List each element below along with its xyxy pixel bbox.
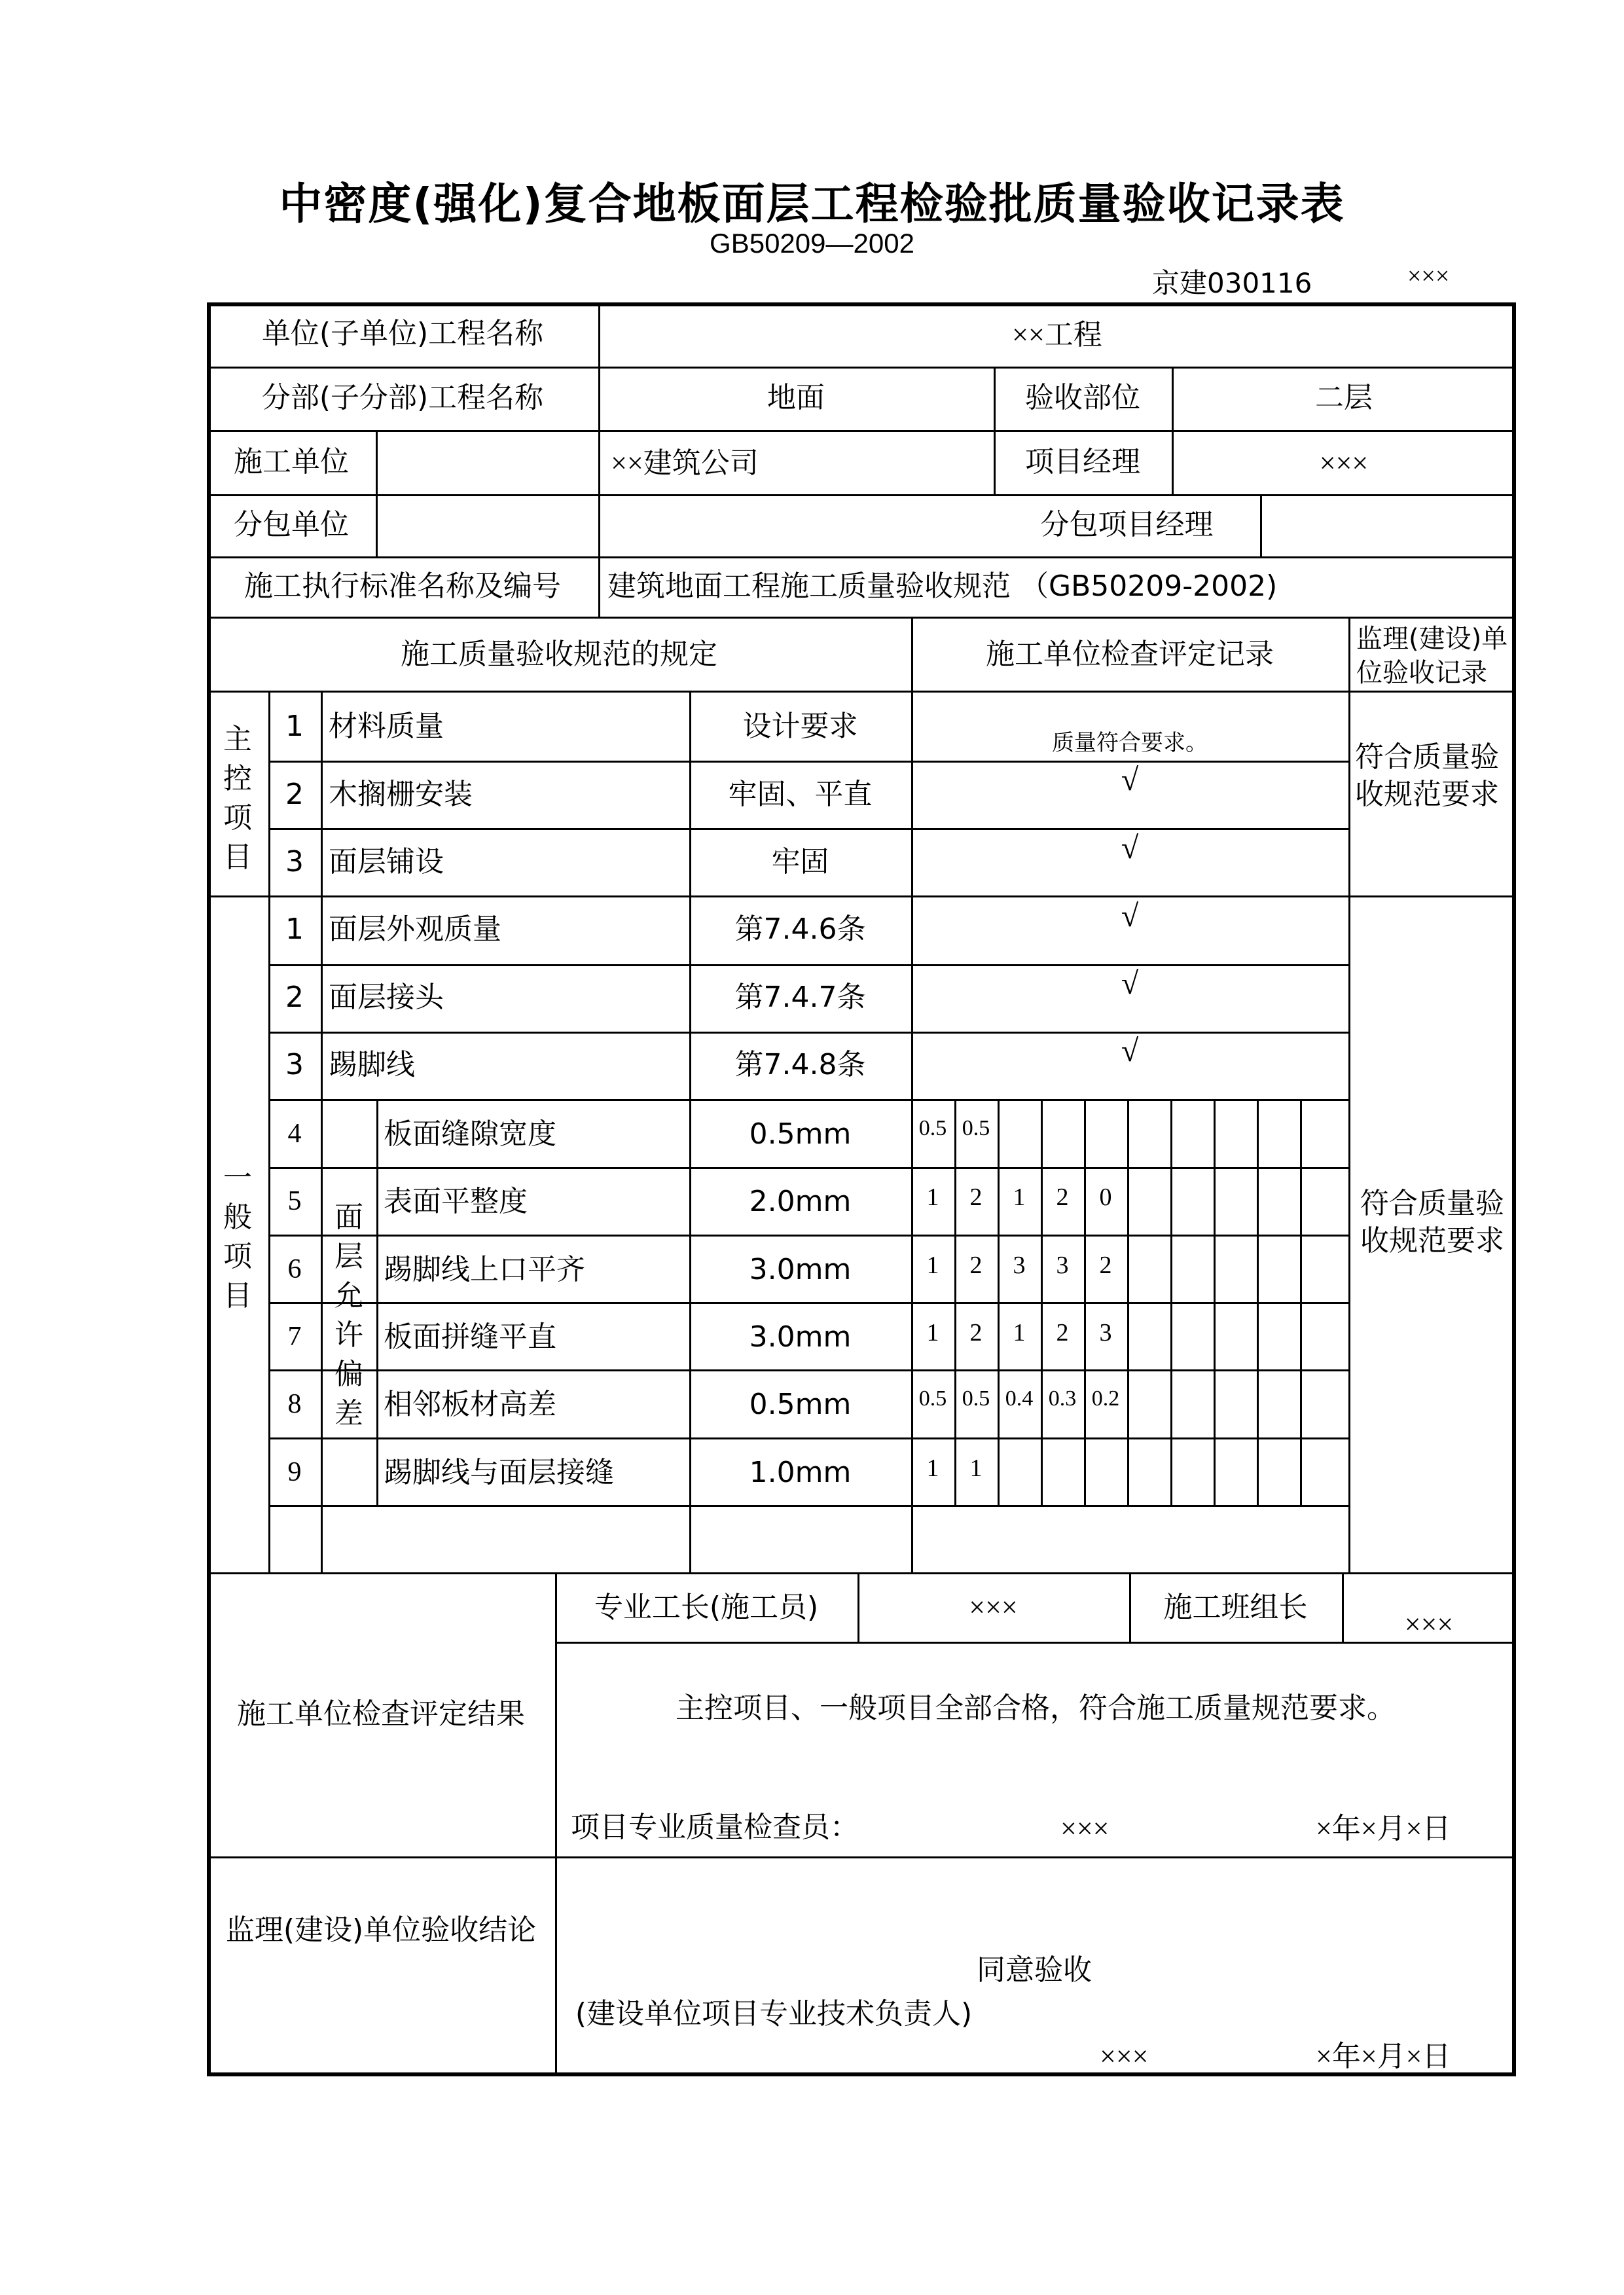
main-item-1-no: 1 (285, 710, 304, 743)
team-leader-label: 施工班组长 (1163, 1591, 1308, 1624)
deviation-measure-cell: 1 (926, 1184, 939, 1211)
general-item-2-check: √ (1121, 966, 1139, 1001)
signer-value: ××× (1100, 2040, 1149, 2072)
main-item-2-req: 牢固、平直 (728, 778, 873, 811)
general-item-3-name: 踢脚线 (329, 1048, 415, 1081)
main-item-2-check: √ (1121, 763, 1139, 797)
deviation-measure-cell: 3 (1099, 1319, 1112, 1346)
deviation-row-no: 5 (287, 1186, 302, 1216)
division-value: 地面 (767, 381, 825, 414)
general-item-3-check: √ (1121, 1034, 1139, 1068)
main-control-label: 主控项目 (223, 723, 252, 874)
contractor-value: ××建筑公司 (611, 447, 759, 479)
main-item-3-check: √ (1121, 831, 1139, 865)
deviation-measure-cell: 2 (1056, 1319, 1069, 1346)
general-label: 一般项目 (223, 1161, 252, 1312)
main-item-3-req: 牢固 (771, 845, 829, 878)
general-item-2-name: 面层接头 (329, 981, 444, 1014)
deviation-measure-cell: 1 (969, 1455, 983, 1482)
division-label: 分部(子分部)工程名称 (261, 381, 544, 414)
deviation-row-req: 2.0mm (749, 1185, 852, 1218)
main-item-1-req: 设计要求 (742, 710, 858, 743)
subcontractor-label: 分包单位 (234, 508, 349, 541)
deviation-row-name: 踢脚线与面层接缝 (384, 1456, 614, 1489)
acceptance-part-label: 验收部位 (1025, 381, 1140, 414)
supervision-date: ×年×月×日 (1316, 2040, 1451, 2072)
deviation-measure-cell: 1 (926, 1455, 939, 1482)
deviation-measure-cell: 0.2 (1091, 1386, 1120, 1411)
unit-project-value: ××工程 (1012, 319, 1102, 351)
general-item-1-check: √ (1121, 899, 1139, 933)
deviation-measure-cell: 2 (969, 1319, 983, 1346)
general-item-1-name: 面层外观质量 (329, 913, 501, 946)
main-item-3-name: 面层铺设 (329, 845, 444, 878)
pm-value: ××× (1319, 447, 1369, 479)
deviation-row-name: 相邻板材高差 (384, 1388, 556, 1421)
deviation-measure-cell: 3 (1013, 1252, 1026, 1279)
deviation-measure-cell: 0.3 (1048, 1386, 1077, 1411)
foreman-value: ××× (969, 1591, 1018, 1623)
foreman-label: 专业工长(施工员) (594, 1591, 819, 1624)
main-item-3-no: 3 (285, 845, 304, 878)
deviation-label: 面层允许偏差 (334, 1201, 363, 1430)
deviation-row-req: 0.5mm (749, 1117, 852, 1151)
inspector-value: ××× (1060, 1813, 1110, 1845)
deviation-row-req: 3.0mm (749, 1253, 852, 1286)
deviation-measure-cell: 1 (926, 1319, 939, 1346)
general-item-3-req: 第7.4.8条 (734, 1048, 866, 1081)
general-item-1-req: 第7.4.6条 (734, 913, 866, 946)
general-item-3-no: 3 (285, 1048, 304, 1081)
deviation-measure-cell: 0 (1099, 1184, 1112, 1211)
inspector-label: 项目专业质量检查员： (571, 1811, 859, 1844)
deviation-measure-cell: 1 (926, 1252, 939, 1279)
deviation-row-no: 7 (287, 1322, 302, 1352)
deviation-measure-cell: 2 (1099, 1252, 1112, 1279)
unit-project-label: 单位(子单位)工程名称 (261, 317, 544, 350)
contractor-label: 施工单位 (234, 445, 349, 479)
general-item-2-no: 2 (285, 981, 304, 1014)
deviation-row-name: 板面缝隙宽度 (384, 1117, 556, 1151)
form-code: 京建030116 (1152, 267, 1312, 299)
deviation-row-name: 踢脚线上口平齐 (384, 1253, 585, 1286)
deviation-measure-cell: 3 (1056, 1252, 1069, 1279)
spec-column-header: 施工质量验收规范的规定 (401, 638, 717, 671)
deviation-measure-cell: 1 (1013, 1319, 1026, 1346)
main-item-2-no: 2 (285, 778, 304, 811)
deviation-measure-cell: 0.4 (1005, 1386, 1034, 1411)
general-result: 符合质量验收规范要求 (1360, 1187, 1504, 1258)
deviation-row-req: 3.0mm (749, 1320, 852, 1354)
standard-label: 施工执行标准名称及编号 (244, 569, 561, 603)
standard-value: 建筑地面工程施工质量验收规范 （GB50209-2002) (607, 569, 1278, 603)
supervision-check-label: 监理(建设)单位验收结论 (225, 1913, 537, 1947)
deviation-measure-cell: 0.5 (962, 1116, 990, 1140)
deviation-row-name: 表面平整度 (384, 1185, 528, 1218)
main-item-1-name: 材料质量 (329, 710, 444, 743)
deviation-row-name: 板面拼缝平直 (384, 1320, 556, 1354)
team-leader-value: ××× (1404, 1608, 1454, 1640)
deviation-measure-cell: 1 (1013, 1184, 1026, 1211)
deviation-row-req: 0.5mm (749, 1388, 852, 1421)
deviation-row-req: 1.0mm (749, 1456, 852, 1489)
general-item-1-no: 1 (285, 913, 304, 946)
sub-pm-label: 分包项目经理 (1040, 508, 1214, 541)
record-column-header: 施工单位检查评定记录 (986, 638, 1274, 671)
deviation-measure-cell: 2 (969, 1184, 983, 1211)
supervision-column-header: 监理(建设)单位验收记录 (1356, 624, 1508, 687)
deviation-row-no: 9 (287, 1457, 302, 1487)
contractor-date: ×年×月×日 (1316, 1813, 1451, 1845)
contractor-check-label: 施工单位检查评定结果 (237, 1697, 525, 1731)
form-title: 中密度(强化)复合地板面层工程检验批质量验收记录表 (279, 179, 1345, 229)
main-item-2-name: 木搁栅安装 (329, 778, 473, 811)
deviation-row-no: 4 (287, 1119, 302, 1149)
form-code-value: ××× (1407, 262, 1450, 290)
deviation-measure-cell: 2 (969, 1252, 983, 1279)
standard-number: GB50209—2002 (710, 228, 914, 259)
deviation-measure-cell: 0.5 (918, 1386, 947, 1411)
deviation-row-no: 8 (287, 1389, 302, 1419)
signer-label: (建设单位项目专业技术负责人) (575, 1997, 973, 2031)
pm-label: 项目经理 (1025, 445, 1140, 479)
general-item-2-req: 第7.4.7条 (734, 981, 866, 1014)
deviation-measure-cell: 0.5 (962, 1386, 990, 1411)
deviation-measure-cell: 2 (1056, 1184, 1069, 1211)
deviation-row-no: 6 (287, 1254, 302, 1284)
main-control-result: 符合质量验收规范要求 (1355, 740, 1499, 812)
deviation-measure-cell: 0.5 (918, 1116, 947, 1140)
main-item-1-record: 质量符合要求。 (1052, 730, 1208, 756)
contractor-conclusion: 主控项目、一般项目全部合格，符合施工质量规范要求。 (676, 1691, 1396, 1725)
supervision-conclusion: 同意验收 (977, 1953, 1092, 1987)
acceptance-part-value: 二层 (1315, 381, 1373, 414)
